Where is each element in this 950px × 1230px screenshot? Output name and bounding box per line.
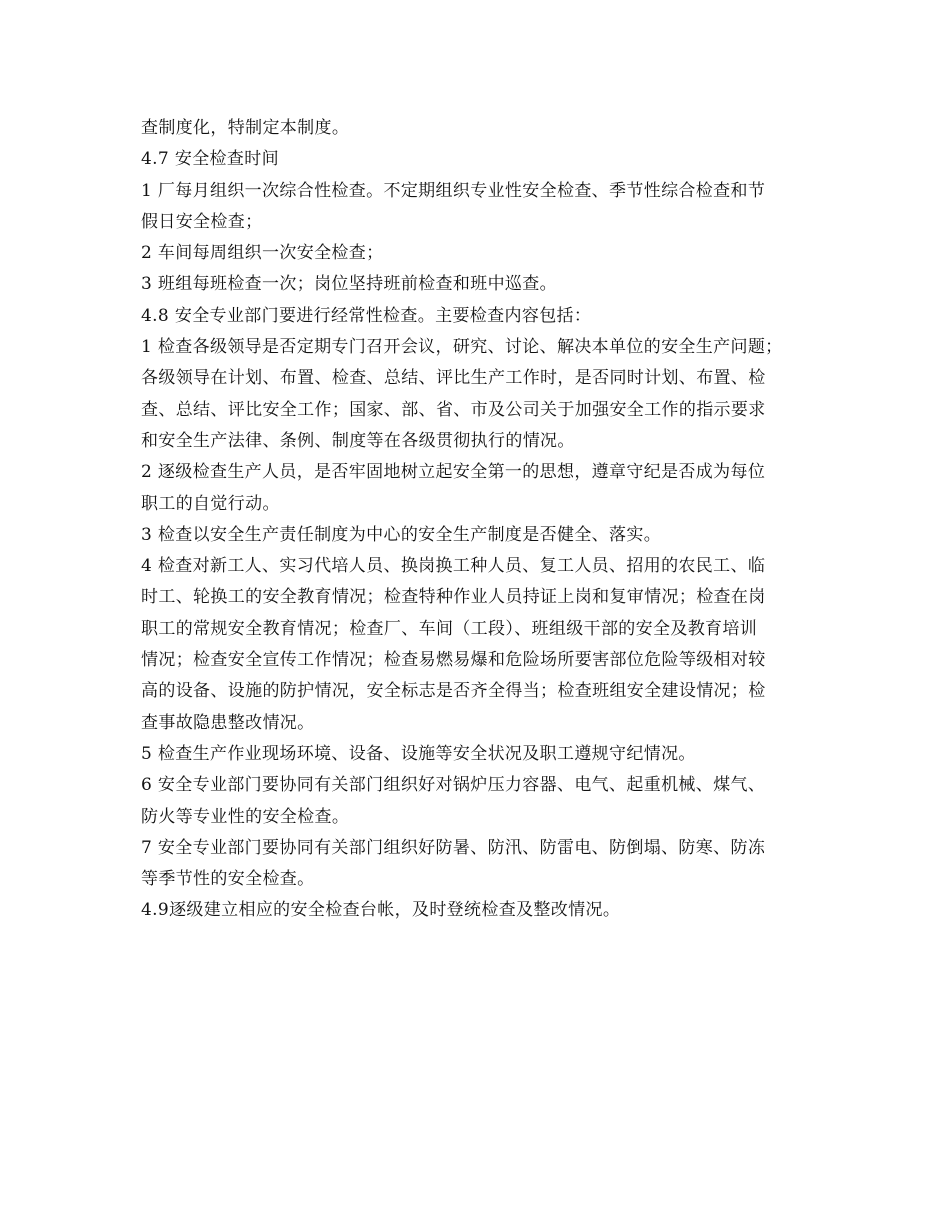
text-line: 4 检查对新工人、实习代培人员、换岗换工种人员、复工人员、招用的农民工、临	[141, 556, 766, 577]
text-line: 2 车间每周组织一次安全检查；	[141, 243, 384, 264]
text-line: 查、总结、评比安全工作；国家、部、省、市及公司关于加强安全工作的指示要求	[141, 399, 766, 420]
section-heading: 4.7 安全检查时间	[141, 149, 279, 170]
text-line: 职工的常规安全教育情况；检查厂、车间（工段）、班组级干部的安全及教育培训	[141, 618, 758, 639]
text-line: 查制度化，特制定本制度。	[141, 118, 350, 138]
text-line: 时工、轮换工的安全教育情况；检查特种作业人员持证上岗和复审情况；检查在岗	[141, 587, 766, 608]
section-heading: 4.9逐级建立相应的安全检查台帐，及时登统检查及整改情况。	[141, 900, 621, 921]
text-line: 1 检查各级领导是否定期专门召开会议，研究、讨论、解决本单位的安全生产问题；	[141, 337, 783, 358]
text-line: 3 班组每班检查一次；岗位坚持班前检查和班中巡查。	[141, 274, 557, 295]
text-line: 查事故隐患整改情况。	[141, 712, 315, 733]
section-heading: 4.8 安全专业部门要进行经常性检查。主要检查内容包括：	[141, 305, 592, 326]
text-line: 1 厂每月组织一次综合性检查。不定期组织专业性安全检查、季节性综合检查和节	[141, 180, 766, 201]
text-line: 3 检查以安全生产责任制度为中心的安全生产制度是否健全、落实。	[141, 524, 662, 545]
text-line: 5 检查生产作业现场环境、设备、设施等安全状况及职工遵规守纪情况。	[141, 743, 696, 764]
text-line: 职工的自觉行动。	[141, 493, 280, 514]
text-line: 情况；检查安全宣传工作情况；检查易燃易爆和危险场所要害部位危险等级相对较	[141, 650, 766, 671]
text-line: 2 逐级检查生产人员，是否牢固地树立起安全第一的思想，遵章守纪是否成为每位	[141, 462, 766, 483]
text-line: 高的设备、设施的防护情况，安全标志是否齐全得当；检查班组安全建设情况；检	[141, 681, 766, 702]
text-line: 7 安全专业部门要协同有关部门组织好防暑、防汛、防雷电、防倒塌、防寒、防冻	[141, 837, 766, 858]
text-line: 各级领导在计划、布置、检查、总结、评比生产工作时，是否同时计划、布置、检	[141, 368, 766, 389]
text-line: 防火等专业性的安全检查。	[141, 806, 350, 827]
text-line: 6 安全专业部门要协同有关部门组织好对锅炉压力容器、电气、起重机械、煤气、	[141, 775, 766, 796]
text-line: 等季节性的安全检查。	[141, 869, 315, 890]
text-line: 假日安全检查；	[141, 211, 263, 232]
text-line: 和安全生产法律、条例、制度等在各级贯彻执行的情况。	[141, 430, 575, 451]
document-body	[141, 113, 826, 927]
